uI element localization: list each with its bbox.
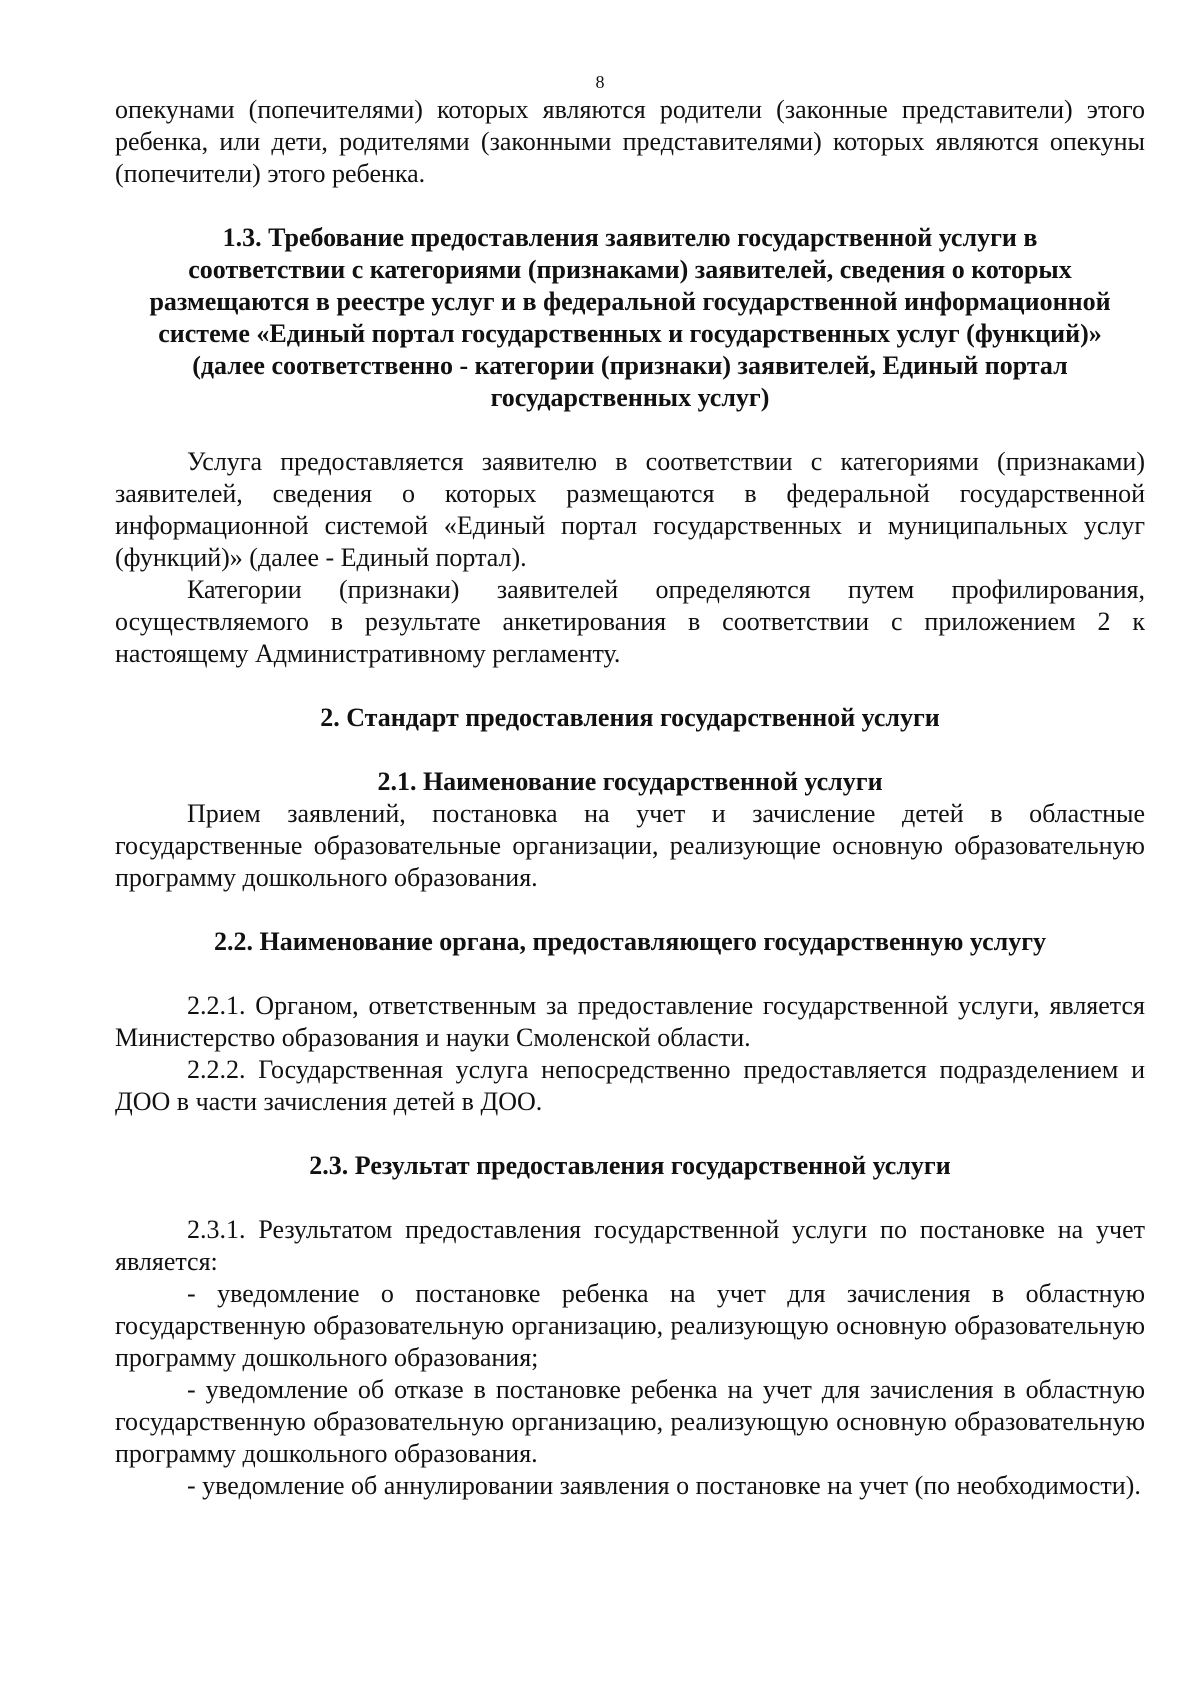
section-1-3-paragraph-1: Услуга предоставляется заявителю в соответствии с категориями (признаками) заявителей, сведения о которых размещаются в федеральной государственной информационной системой «Единый портал государственных и муниципальных услуг (функций)» (далее - Единый портал). bbox=[115, 447, 1145, 572]
page-number: 8 bbox=[595, 72, 605, 92]
section-2-2-paragraph-2: 2.2.2. Государственная услуга непосредственно предоставляется подразделением и ДОО в части зачисления детей в ДОО. bbox=[115, 1055, 1145, 1116]
section-2-3-item-3: - уведомление об аннулировании заявления о постановке на учет (по необходимости). bbox=[187, 1471, 1141, 1500]
section-2-3-heading: 2.3. Результат предоставления государственной услуги bbox=[309, 1151, 951, 1180]
section-1-3-heading: 1.3. Требование предоставления заявителю государственной услуги в соответствии с категориями (признаками) заявителей, сведения о которых размещаются в реестре услуг и в федеральной государственной информационной системе «Единый портал государственных и государственных услуг (функций)» (далее соответственно - категории (признаки) заявителей, Единый портал государственных услуг) bbox=[149, 223, 1111, 412]
section-2-3-item-1: - уведомление о постановке ребенка на учет для зачисления в областную государственную образовательную организацию, реализующую основную образовательную программу дошкольного образования; bbox=[115, 1279, 1145, 1372]
document-page bbox=[115, 72, 1145, 1502]
section-2-2-heading: 2.2. Наименование органа, предоставляющего государственную услугу bbox=[213, 927, 1047, 956]
intro-paragraph: опекунами (попечителями) которых являются родители (законные представители) этого ребенка, или дети, родителями (законными представителями) которых являются опекуны (попечители) этого ребенка. bbox=[115, 95, 1145, 188]
section-2-3-paragraph-1: 2.3.1. Результатом предоставления государственной услуги по постановке на учет является: bbox=[115, 1215, 1145, 1276]
section-2-1-paragraph: Прием заявлений, постановка на учет и зачисление детей в областные государственные образовательные организации, реализующие основную образовательную программу дошкольного образования. bbox=[115, 799, 1145, 892]
section-2-2-paragraph-1: 2.2.1. Органом, ответственным за предоставление государственной услуги, является Министерство образования и науки Смоленской области. bbox=[115, 991, 1145, 1052]
section-2-heading: 2. Стандарт предоставления государственной услуги bbox=[320, 703, 940, 732]
section-1-3-paragraph-2: Категории (признаки) заявителей определяются путем профилирования, осуществляемого в результате анкетирования в соответствии с приложением 2 к настоящему Административному регламенту. bbox=[115, 575, 1145, 668]
section-2-1-heading: 2.1. Наименование государственной услуги bbox=[377, 767, 883, 796]
section-2-3-item-2: - уведомление об отказе в постановке ребенка на учет для зачисления в областную государственную образовательную организацию, реализующую основную образовательную программу дошкольного образования. bbox=[115, 1375, 1145, 1468]
